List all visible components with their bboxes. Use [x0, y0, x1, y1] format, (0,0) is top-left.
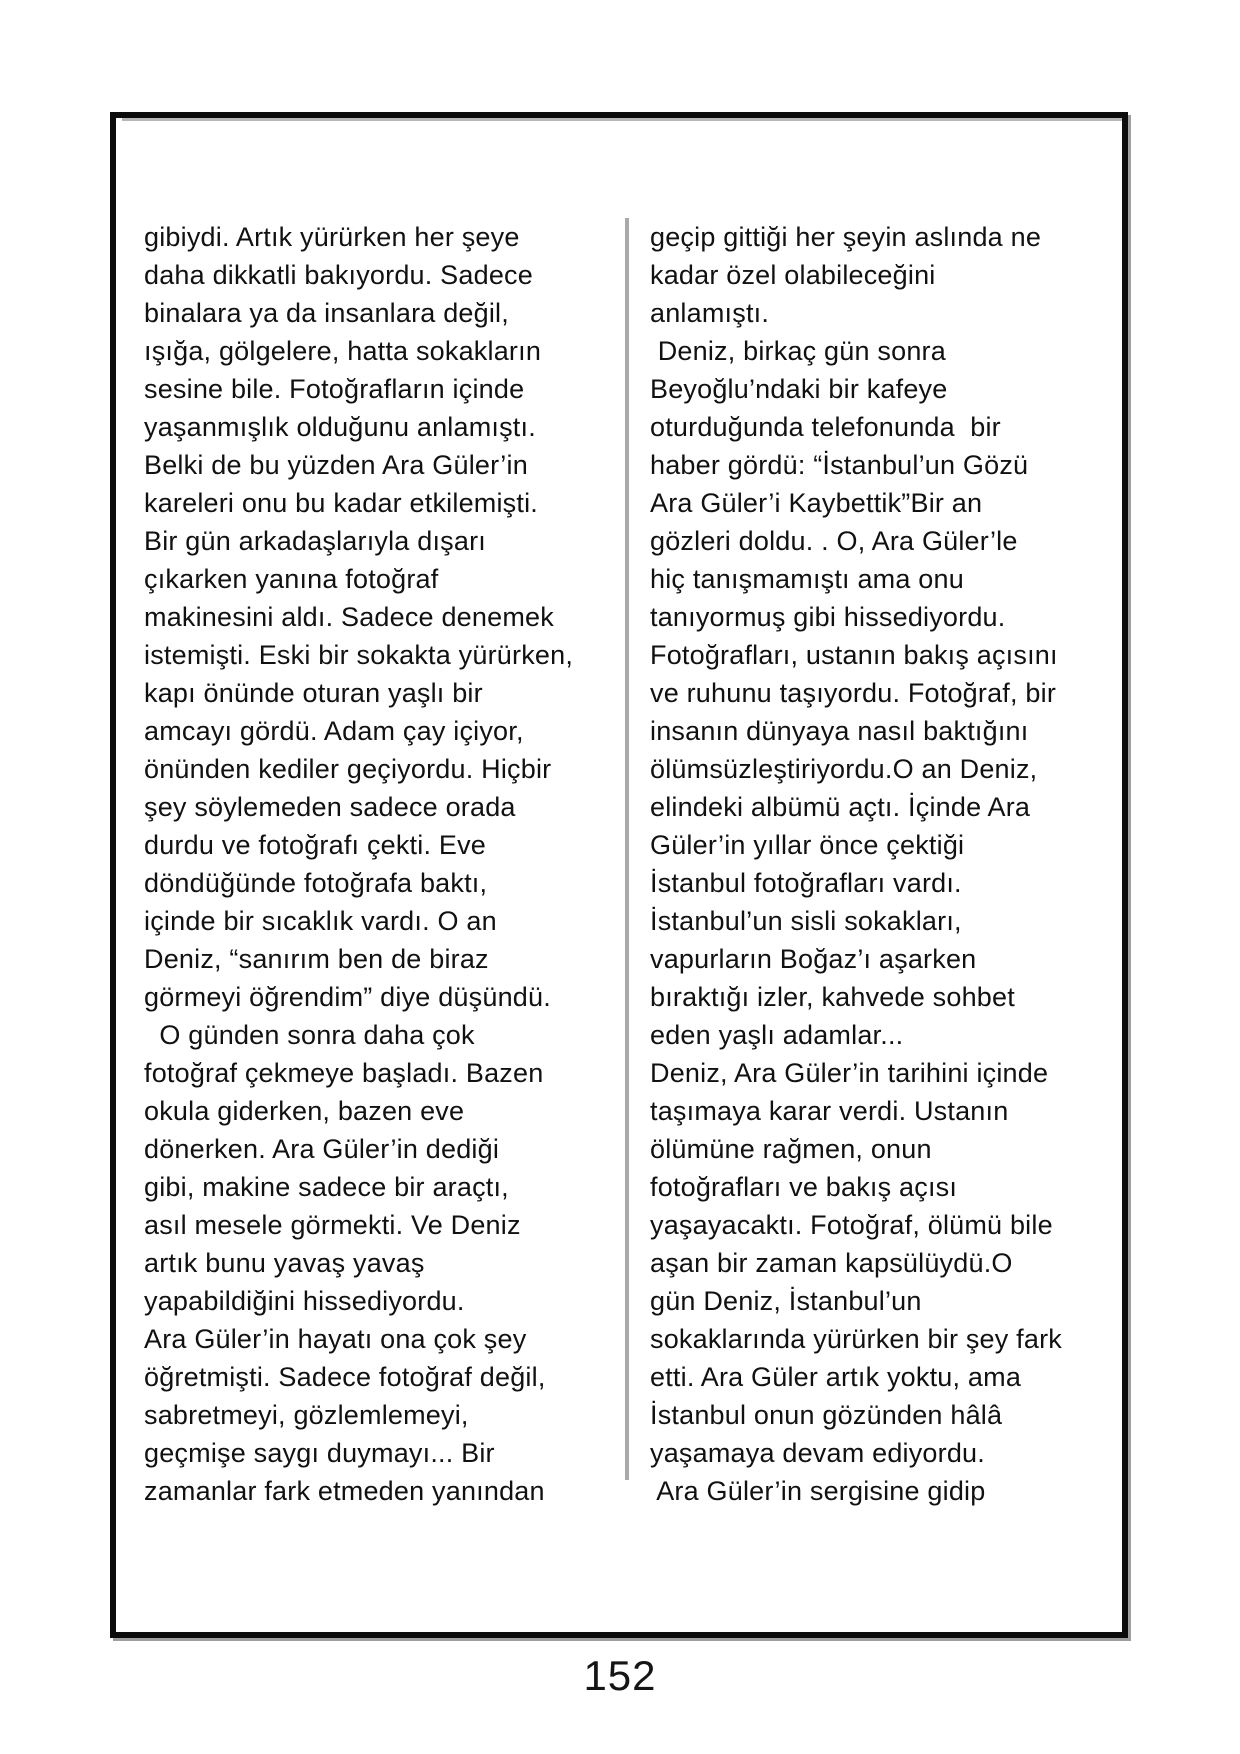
text-line: zamanlar fark etmeden yanından: [144, 1476, 545, 1506]
text-line: binalara ya da insanlara değil,: [144, 298, 509, 328]
text-line: bıraktığı izler, kahvede sohbet: [650, 982, 1015, 1012]
text-line: makinesini aldı. Sadece denemek: [144, 602, 554, 632]
text-line: ışığa, gölgelere, hatta sokakların: [144, 336, 542, 366]
text-line: fotoğraf çekmeye başladı. Bazen: [144, 1058, 544, 1088]
text-line: okula giderken, bazen eve: [144, 1096, 465, 1126]
text-line: anlamıştı.: [650, 298, 770, 328]
frame-inner-shade: [122, 118, 1122, 121]
text-frame-border: [110, 112, 1128, 1638]
text-line: Ara Güler’i Kaybettik”Bir an: [650, 488, 983, 518]
text-line: insanın dünyaya nasıl baktığını: [650, 716, 1029, 746]
text-line: gibiydi. Artık yürürken her şeye: [144, 222, 520, 252]
text-line: yaşamaya devam ediyordu.: [650, 1438, 985, 1468]
text-line: gibi, makine sadece bir araçtı,: [144, 1172, 509, 1202]
text-line: Güler’in yıllar önce çektiği: [650, 830, 965, 860]
text-line: Deniz, birkaç gün sonra: [650, 336, 946, 366]
text-line: kareleri onu bu kadar etkilemişti.: [144, 488, 538, 518]
text-line: eden yaşlı adamlar...: [650, 1020, 904, 1050]
text-line: Fotoğrafları, ustanın bakış açısını: [650, 640, 1058, 670]
text-line: geçmişe saygı duymayı... Bir: [144, 1438, 495, 1468]
text-line: etti. Ara Güler artık yoktu, ama: [650, 1362, 1022, 1392]
text-line: gözleri doldu. . O, Ara Güler’le: [650, 526, 1018, 556]
text-line: hiç tanışmamıştı ama onu: [650, 564, 964, 594]
text-line: Beyoğlu’ndaki bir kafeye: [650, 374, 948, 404]
text-line: sesine bile. Fotoğrafların içinde: [144, 374, 525, 404]
text-line: tanıyormuş gibi hissediyordu.: [650, 602, 1006, 632]
text-line: İstanbul’un sisli sokakları,: [650, 906, 962, 936]
left-column: [144, 218, 573, 1510]
text-line: öğretmişti. Sadece fotoğraf değil,: [144, 1362, 546, 1392]
text-line: döndüğünde fotoğrafa baktı,: [144, 868, 488, 898]
text-line: asıl mesele görmekti. Ve Deniz: [144, 1210, 521, 1240]
text-line: artık bunu yavaş yavaş: [144, 1248, 425, 1278]
column-divider: [625, 218, 629, 1480]
text-line: yaşanmışlık olduğunu anlamıştı.: [144, 412, 536, 442]
text-line: ölümsüzleştiriyordu.O an Deniz,: [650, 754, 1038, 784]
text-line: önünden kediler geçiyordu. Hiçbir: [144, 754, 552, 784]
text-line: daha dikkatli bakıyordu. Sadece: [144, 260, 533, 290]
text-line: aşan bir zaman kapsülüydü.O: [650, 1248, 1013, 1278]
text-line: İstanbul onun gözünden hâlâ: [650, 1400, 1003, 1430]
text-line: gün Deniz, İstanbul’un: [650, 1286, 922, 1316]
text-line: haber gördü: “İstanbul’un Gözü: [650, 450, 1029, 480]
text-line: şey söylemeden sadece orada: [144, 792, 516, 822]
text-line: oturduğunda telefonunda bir: [650, 412, 1001, 442]
text-line: ve ruhunu taşıyordu. Fotoğraf, bir: [650, 678, 1057, 708]
text-line: yaşayacaktı. Fotoğraf, ölümü bile: [650, 1210, 1053, 1240]
text-line: vapurların Boğaz’ı aşarken: [650, 944, 977, 974]
text-line: Ara Güler’in hayatı ona çok şey: [144, 1324, 527, 1354]
text-line: durdu ve fotoğrafı çekti. Eve: [144, 830, 486, 860]
text-line: Belki de bu yüzden Ara Güler’in: [144, 450, 528, 480]
text-line: istemişti. Eski bir sokakta yürürken,: [144, 640, 574, 670]
text-line: amcayı gördü. Adam çay içiyor,: [144, 716, 524, 746]
text-line: yapabildiğini hissediyordu.: [144, 1286, 465, 1316]
text-line: ölümüne rağmen, onun: [650, 1134, 932, 1164]
text-line: Deniz, “sanırım ben de biraz: [144, 944, 489, 974]
right-column: [650, 218, 1062, 1510]
text-line: Deniz, Ara Güler’in tarihini içinde: [650, 1058, 1049, 1088]
text-line: sabretmeyi, gözlemlemeyi,: [144, 1400, 469, 1430]
text-line: içinde bir sıcaklık vardı. O an: [144, 906, 497, 936]
text-line: İstanbul fotoğrafları vardı.: [650, 868, 962, 898]
text-line: elindeki albümü açtı. İçinde Ara: [650, 792, 1031, 822]
text-line: görmeyi öğrendim” diye düşündü.: [144, 982, 551, 1012]
text-line: fotoğrafları ve bakış açısı: [650, 1172, 958, 1202]
text-line: Ara Güler’in sergisine gidip: [650, 1476, 986, 1506]
text-line: çıkarken yanına fotoğraf: [144, 564, 439, 594]
text-line: geçip gittiği her şeyin aslında ne: [650, 222, 1042, 252]
text-line: kapı önünde oturan yaşlı bir: [144, 678, 483, 708]
text-line: dönerken. Ara Güler’in dediği: [144, 1134, 500, 1164]
text-line: taşımaya karar verdi. Ustanın: [650, 1096, 1009, 1126]
text-line: sokaklarında yürürken bir şey fark: [650, 1324, 1062, 1354]
text-line: Bir gün arkadaşlarıyla dışarı: [144, 526, 486, 556]
page-number: 152: [583, 1652, 657, 1699]
text-line: kadar özel olabileceğini: [650, 260, 936, 290]
text-line: O günden sonra daha çok: [144, 1020, 475, 1050]
